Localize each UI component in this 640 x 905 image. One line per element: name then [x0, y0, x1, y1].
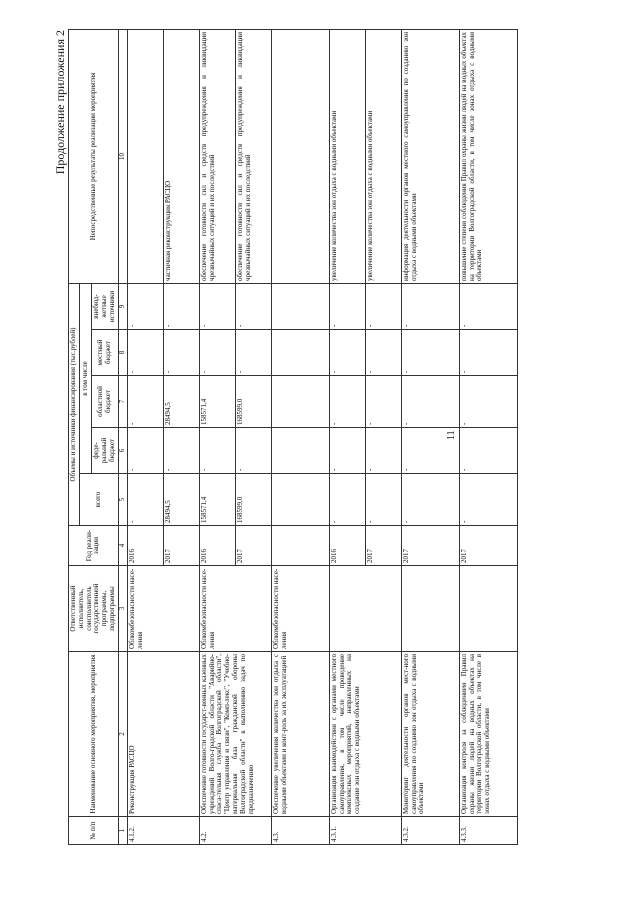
table-row — [271, 29, 329, 844]
row-total: 168599,0 — [235, 474, 271, 526]
row-federal: - — [401, 428, 459, 474]
row-name: Обеспечение готовности государст-венных казенных учреждений Волго-градской области "Аварийно-спаса-тельная служба Волгоградской области", "Центр управления и связи", "Комп-лекс", "Учебно-материальная база гражданской обороны Волгоградской области" к выполнению задач по предназначению — [199, 652, 271, 817]
row-year: 2017 — [401, 526, 459, 566]
row-executor — [459, 566, 517, 652]
row-local: - — [235, 330, 271, 376]
continuation-title: Продолжение приложения 2 — [53, 30, 67, 175]
table-row — [401, 29, 459, 844]
row-federal: - — [365, 428, 401, 474]
row-result: обеспечение готовности сил и средств предупреждения и ликвидации чрезвычайных ситуаций и их последствий — [235, 29, 271, 283]
row-federal: - — [329, 428, 365, 474]
rotated-page — [52, 30, 572, 845]
row-federal — [271, 428, 329, 474]
row-total: 28494,5 — [163, 474, 199, 526]
header-funding: Объемы и источники финансирования (тыс.рублей) — [69, 283, 80, 525]
row-executor: Облкомбезопасности насе-ления — [127, 566, 199, 652]
index-cell: 10 — [118, 29, 127, 283]
index-cell: 5 — [118, 474, 127, 526]
row-total: 158571,4 — [199, 474, 235, 526]
row-local: - — [459, 330, 517, 376]
row-local: - — [365, 330, 401, 376]
row-federal: - — [235, 428, 271, 474]
table-row — [459, 29, 517, 844]
row-result: частичная реконструкция РАСЦО — [163, 29, 199, 283]
row-extra: - — [199, 283, 235, 329]
row-executor: Облкомбезопасности насе-ления — [271, 566, 329, 652]
row-name: Организация контроля за соблюдением Правил охраны жизни людей на водных объектах на территории Волгоградской области, в том числе в зонах отдыха с водными объектами — [459, 652, 517, 817]
row-federal: - — [199, 428, 235, 474]
row-total: - — [329, 474, 365, 526]
row-regional: - — [459, 376, 517, 428]
header-local: местный бюджет — [92, 330, 118, 376]
row-year — [271, 526, 329, 566]
header-result: Непосредственные результаты реализации мероприятия — [69, 29, 119, 283]
row-extra — [271, 283, 329, 329]
index-cell: 2 — [118, 652, 127, 817]
index-cell: 8 — [118, 330, 127, 376]
row-regional: - — [401, 376, 459, 428]
row-name: Реконструкция РАСЦО — [127, 652, 199, 817]
row-extra: - — [235, 283, 271, 329]
row-extra: - — [329, 283, 365, 329]
header-extra: внебюд-жетные источники — [92, 283, 118, 329]
row-total: - — [365, 474, 401, 526]
row-federal: - — [163, 428, 199, 474]
row-year: 2016 — [329, 526, 365, 566]
row-result: обеспечение готовности сил и средств предупреждения и ликвидации чрезвычайных ситуаций и их последствий — [199, 29, 235, 283]
row-regional — [271, 376, 329, 428]
index-row — [118, 29, 127, 844]
row-extra: - — [127, 283, 163, 329]
row-total: - — [127, 474, 163, 526]
row-local: - — [329, 330, 365, 376]
row-year: 2017 — [235, 526, 271, 566]
row-executor: Облкомбезопасности насе-ления — [199, 566, 271, 652]
header-name: Наименование основного мероприятия, мероприятия — [69, 652, 119, 817]
row-extra: - — [459, 283, 517, 329]
header-regional: областной бюджет — [92, 376, 118, 428]
row-year: 2017 — [459, 526, 517, 566]
row-result: информация деятельности органов местного самоуправления по созданию зон отдыха с водными объектами — [401, 29, 459, 283]
row-number: 4.3.1. — [329, 817, 401, 845]
row-name: Обеспечение увеличения количества зон отдыха с водными объектами и конт-роль за их эксплуатацией — [271, 652, 329, 817]
row-regional: - — [127, 376, 163, 428]
row-regional: - — [329, 376, 365, 428]
index-cell: 3 — [118, 566, 127, 652]
row-local: - — [199, 330, 235, 376]
table-body — [127, 29, 517, 844]
row-regional: 168599,0 — [235, 376, 271, 428]
row-result: повышение степени соблюдения Правил охраны жизни людей на водных объектах на территории Волгоградской области, в том числе зонах отдыха с водными объектами — [459, 29, 517, 283]
header-total: всего — [79, 474, 118, 526]
row-year: 2017 — [365, 526, 401, 566]
row-result: увеличение количества зон отдыха с водными объектами — [329, 29, 365, 283]
header-including: в том числе — [79, 283, 92, 473]
row-number: 4.3. — [271, 817, 329, 845]
row-executor — [329, 566, 401, 652]
row-extra: - — [401, 283, 459, 329]
table-row — [127, 29, 163, 844]
row-total: - — [459, 474, 517, 526]
row-year: 2017 — [163, 526, 199, 566]
index-cell: 7 — [118, 376, 127, 428]
row-total: - — [401, 474, 459, 526]
row-number: 4.3.2. — [401, 817, 459, 845]
row-regional: 158571,4 — [199, 376, 235, 428]
row-regional: 28494,5 — [163, 376, 199, 428]
program-table — [68, 29, 518, 845]
header-year: Год реали-зации — [69, 526, 119, 566]
row-name: Организация взаимодействия с органами местного самоуправления, в том числе проведение комплексных мероприятий, направленных на создание зон отдыха с водными объектами — [329, 652, 401, 817]
row-federal: - — [459, 428, 517, 474]
table-row — [199, 29, 235, 844]
row-executor — [401, 566, 459, 652]
row-regional: - — [365, 376, 401, 428]
row-number: 4.1.2. — [127, 817, 199, 845]
row-extra: - — [365, 283, 401, 329]
row-result — [271, 29, 329, 283]
row-number: 4.3.3. — [459, 817, 517, 845]
row-result: увеличение количества зон отдыха с водными объектами — [365, 29, 401, 283]
index-cell: 9 — [118, 283, 127, 329]
row-federal: - — [127, 428, 163, 474]
row-local — [271, 330, 329, 376]
row-result — [127, 29, 163, 283]
page-number: 11 — [446, 430, 457, 440]
row-local: - — [127, 330, 163, 376]
row-total — [271, 474, 329, 526]
header-executor: Ответственный исполнитель, соисполнитель государственной программы, подпрограммы — [69, 566, 119, 652]
row-extra: - — [163, 283, 199, 329]
table-row — [329, 29, 365, 844]
row-number: 4.2. — [199, 817, 271, 845]
index-cell: 6 — [118, 428, 127, 474]
row-local: - — [401, 330, 459, 376]
index-cell: 4 — [118, 526, 127, 566]
header-num: № п/п — [69, 817, 119, 845]
row-year: 2016 — [199, 526, 235, 566]
row-local: - — [163, 330, 199, 376]
header-federal: феде-ральный бюджет — [92, 428, 118, 474]
row-year: 2016 — [127, 526, 163, 566]
index-cell: 1 — [118, 817, 127, 845]
row-name: Мониторинг деятельности органов мест-ного самоуправления по созданию зон отдыха с водными объектами — [401, 652, 459, 817]
